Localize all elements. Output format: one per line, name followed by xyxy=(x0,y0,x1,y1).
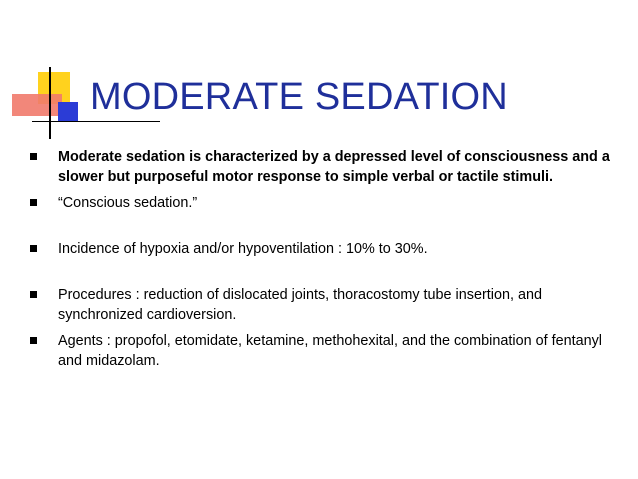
bullet-item-definition xyxy=(30,147,620,187)
bullet-text: Procedures : reduction of dislocated joints, thoracostomy tube insertion, and synchronized cardioversion. xyxy=(58,287,542,323)
square-bullet-icon xyxy=(30,337,37,344)
bullet-item-procedures xyxy=(30,285,620,325)
decorative-vertical-line xyxy=(49,67,51,139)
square-bullet-icon xyxy=(30,245,37,252)
bullet-text: Moderate sedation is characterized by a depressed level of consciousness and a slower but purposeful motor response to simple verbal or tactile stimuli. xyxy=(58,149,610,185)
square-bullet-icon xyxy=(30,291,37,298)
bullet-item-incidence xyxy=(30,239,620,259)
decorative-horizontal-line xyxy=(32,121,160,122)
decorative-red-bar xyxy=(12,94,62,116)
bullet-item-agents xyxy=(30,331,620,371)
square-bullet-icon xyxy=(30,153,37,160)
bullet-text: “Conscious sedation.” xyxy=(58,195,198,211)
bullet-text: Incidence of hypoxia and/or hypoventilation : 10% to 30%. xyxy=(58,241,428,257)
bullet-list xyxy=(30,147,620,371)
slide-title: MODERATE SEDATION xyxy=(90,76,508,118)
square-bullet-icon xyxy=(30,199,37,206)
decorative-blue-square xyxy=(58,102,78,122)
bullet-item-conscious-sedation xyxy=(30,193,620,213)
bullet-text: Agents : propofol, etomidate, ketamine, methohexital, and the combination of fentanyl and midazolam. xyxy=(58,333,602,369)
